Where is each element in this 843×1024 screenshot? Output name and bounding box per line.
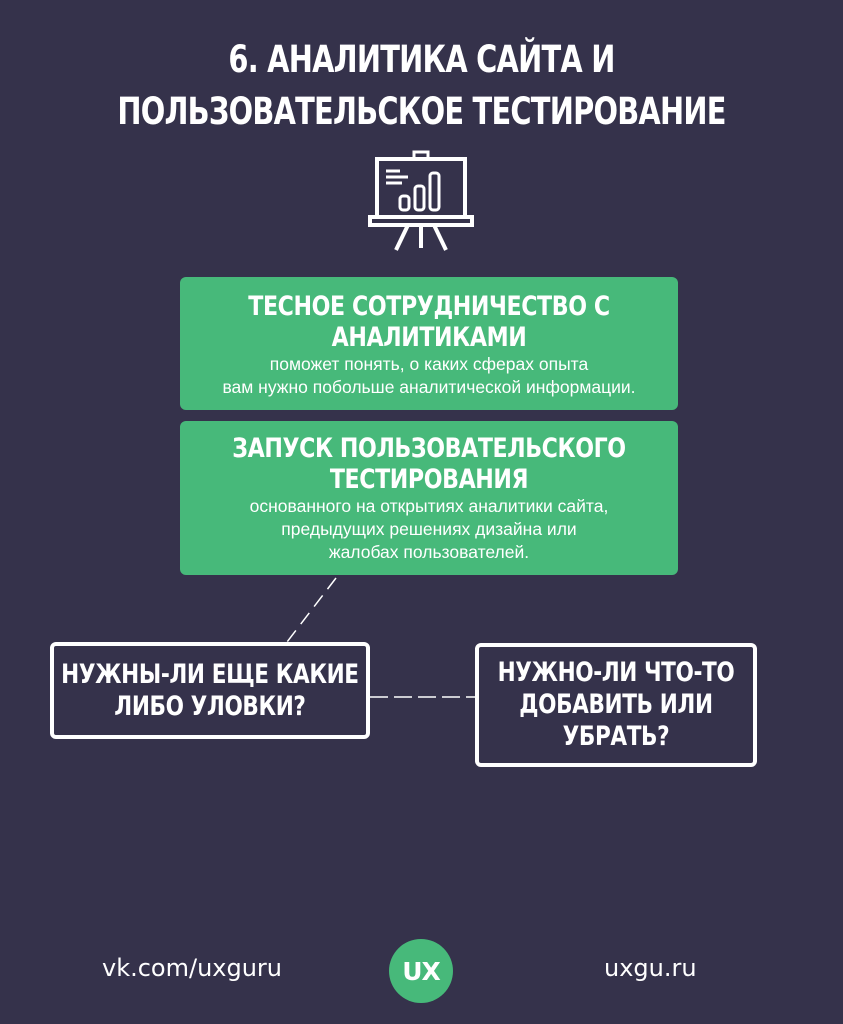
question-text [498, 657, 735, 753]
card-body-line: вам нужно побольше аналитической информации. [222, 377, 636, 397]
ux-logo: UX [389, 939, 453, 1003]
presentation-board-chart-icon [368, 150, 474, 254]
question-line: ЛИБО УЛОВКИ? [114, 690, 306, 722]
title-line-2: ПОЛЬЗОВАТЕЛЬСКОЕ ТЕСТИРОВАНИЕ [117, 90, 726, 133]
card-body-line: жалобах пользователей. [328, 542, 530, 562]
card-body-line: предыдущих решениях дизайна или [281, 519, 577, 539]
card-body [180, 353, 678, 399]
footer-vk-link[interactable]: vk.com/uxguru [102, 954, 283, 982]
question-line: УБРАТЬ? [562, 721, 670, 752]
question-line: НУЖНЫ-ЛИ ЕЩЕ КАКИЕ [61, 658, 359, 690]
footer-site-link[interactable]: uxgu.ru [604, 954, 697, 982]
connector-card-to-left-box [287, 578, 336, 642]
card-heading-line: ТЕСНОЕ СОТРУДНИЧЕСТВО С [248, 291, 610, 322]
question-line: ДОБАВИТЬ ИЛИ [519, 689, 713, 720]
question-box-tricks [50, 642, 370, 739]
page-title [93, 34, 751, 138]
card-heading [225, 277, 633, 353]
card-body [180, 495, 678, 564]
title-line-1: 6. АНАЛИТИКА САЙТА И [228, 38, 615, 81]
card-analyst-collaboration [180, 277, 678, 410]
card-body-line: основанного на открытиях аналитики сайта, [249, 496, 609, 516]
card-heading-line: ЗАПУСК ПОЛЬЗОВАТЕЛЬСКОГО [232, 433, 626, 464]
question-line: НУЖНО-ЛИ ЧТО-ТО [497, 657, 735, 688]
card-body-line: поможет понять, о каких сферах опыта [269, 354, 589, 374]
card-heading-line: АНАЛИТИКАМИ [331, 322, 527, 353]
question-box-add-remove [475, 643, 757, 767]
card-heading [225, 421, 633, 495]
question-text [61, 659, 358, 723]
card-heading-line: ТЕСТИРОВАНИЯ [329, 464, 529, 495]
card-user-testing [180, 421, 678, 575]
